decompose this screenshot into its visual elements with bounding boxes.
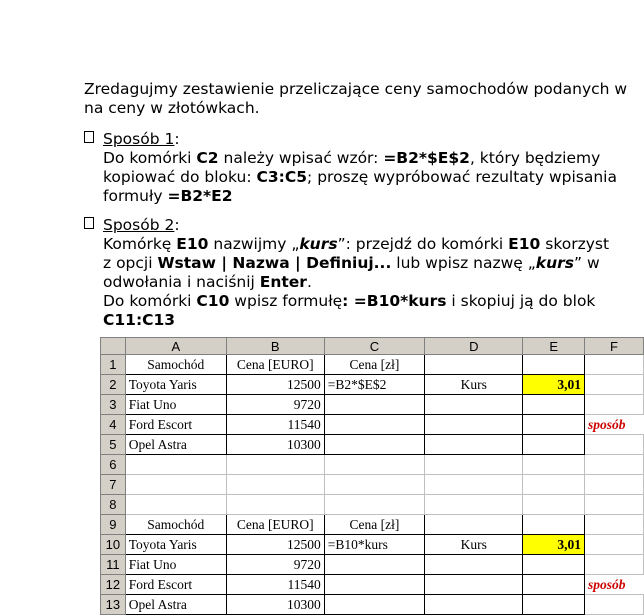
row-header[interactable]: 8 <box>101 495 126 515</box>
method-1-line-3: formuły =B2*E2 <box>103 187 233 205</box>
cell-e[interactable] <box>523 515 585 535</box>
table-row <box>101 495 644 515</box>
table-row <box>101 355 644 375</box>
cell-b[interactable]: Cena [EURO] <box>226 515 324 535</box>
cell-b[interactable]: 9720 <box>226 555 324 575</box>
spreadsheet-grid <box>100 337 644 615</box>
cell-e[interactable] <box>523 595 585 615</box>
cell-d[interactable] <box>425 435 523 455</box>
column-header-b[interactable]: B <box>226 338 324 355</box>
cell-a[interactable] <box>125 455 226 475</box>
table-row <box>101 435 644 455</box>
cell-d[interactable] <box>425 575 523 595</box>
row-header[interactable]: 10 <box>101 535 126 555</box>
method-2-heading: Sposób 2: <box>103 216 180 234</box>
cell-a[interactable]: Opel Astra <box>125 435 226 455</box>
column-header-f[interactable]: F <box>585 338 644 355</box>
cell-d[interactable]: Kurs <box>425 535 523 555</box>
cell-f[interactable]: sposób <box>588 416 626 432</box>
cell-e[interactable] <box>523 415 585 435</box>
cell-f[interactable] <box>585 355 644 375</box>
cell-e[interactable] <box>523 455 585 475</box>
cell-a[interactable]: Fiat Uno <box>125 395 226 415</box>
cell-a[interactable]: Samochód <box>125 355 226 375</box>
cell-b[interactable] <box>226 475 324 495</box>
row-header[interactable]: 6 <box>101 455 126 475</box>
cell-e[interactable] <box>523 355 585 375</box>
cell-a[interactable]: Fiat Uno <box>125 555 226 575</box>
select-all-corner[interactable] <box>101 338 126 355</box>
table-row <box>101 395 644 415</box>
cell-d[interactable] <box>425 475 523 495</box>
cell-b[interactable]: 12500 <box>226 375 324 395</box>
cell-a[interactable]: Toyota Yaris <box>125 375 226 395</box>
method-1-line-1: Do komórki C2 należy wpisać wzór: =B2*$E$2, który będziemy <box>103 149 601 167</box>
cell-c[interactable]: =B10*kurs <box>324 535 425 555</box>
cell-e[interactable]: 3,01 <box>523 535 585 555</box>
cell-c[interactable] <box>324 395 425 415</box>
column-header-c[interactable]: C <box>324 338 425 355</box>
cell-e[interactable] <box>523 495 585 515</box>
cell-e[interactable] <box>523 395 585 415</box>
cell-f[interactable] <box>585 435 644 455</box>
checkbox-bullet-icon <box>84 131 94 143</box>
cell-c[interactable] <box>324 455 425 475</box>
table-row <box>101 375 644 395</box>
cell-c[interactable] <box>324 555 425 575</box>
cell-d[interactable] <box>425 495 523 515</box>
cell-d[interactable] <box>425 555 523 575</box>
method-2-line-4: Do komórki C10 wpisz formułę: =B10*kurs i skopiuj ją do blok <box>103 292 596 310</box>
column-header-e[interactable]: E <box>523 338 585 355</box>
cell-f[interactable] <box>585 555 644 575</box>
cell-e[interactable] <box>523 475 585 495</box>
cell-a[interactable] <box>125 475 226 495</box>
cell-a[interactable]: Toyota Yaris <box>125 535 226 555</box>
cell-c[interactable] <box>324 435 425 455</box>
cell-c[interactable] <box>324 495 425 515</box>
cell-a[interactable]: Ford Escort <box>125 575 226 595</box>
column-header-row <box>101 338 644 355</box>
column-header-d[interactable]: D <box>425 338 523 355</box>
cell-a[interactable] <box>125 495 226 515</box>
row-header[interactable]: 2 <box>101 375 126 395</box>
cell-c[interactable] <box>324 575 425 595</box>
cell-f[interactable] <box>585 395 644 415</box>
cell-e[interactable] <box>523 575 585 595</box>
table-row <box>101 475 644 495</box>
table-row <box>101 535 644 555</box>
cell-c[interactable] <box>324 595 425 615</box>
row-header[interactable]: 13 <box>101 595 126 615</box>
cell-d[interactable] <box>425 355 523 375</box>
intro-line-2: na ceny w złotówkach. <box>84 99 260 117</box>
row-header[interactable]: 7 <box>101 475 126 495</box>
cell-f[interactable] <box>585 595 644 615</box>
cell-f[interactable] <box>585 455 644 475</box>
cell-d[interactable]: Kurs <box>425 375 523 395</box>
column-header-a[interactable]: A <box>125 338 226 355</box>
cell-f[interactable]: sposób <box>588 576 626 592</box>
cell-f[interactable] <box>585 495 644 515</box>
row-header[interactable]: 11 <box>101 555 126 575</box>
cell-f[interactable] <box>585 475 644 495</box>
cell-e[interactable]: 3,01 <box>523 375 585 395</box>
table-row <box>101 455 644 475</box>
method-1-line-2: kopiować do bloku: C3:C5; proszę wypróbować rezultaty wpisania <box>103 168 617 186</box>
cell-b[interactable] <box>226 455 324 475</box>
cell-b[interactable]: 10300 <box>226 435 324 455</box>
cell-b[interactable]: 11540 <box>226 575 324 595</box>
cell-c[interactable]: =B2*$E$2 <box>324 375 425 395</box>
cell-d[interactable] <box>425 415 523 435</box>
cell-b[interactable] <box>226 495 324 515</box>
cell-d[interactable] <box>425 515 523 535</box>
cell-f[interactable] <box>585 535 644 555</box>
cell-c[interactable] <box>324 475 425 495</box>
table-row <box>101 575 644 595</box>
cell-d[interactable] <box>425 455 523 475</box>
cell-f[interactable] <box>585 515 644 535</box>
cell-a[interactable]: Ford Escort <box>125 415 226 435</box>
table-row <box>101 515 644 535</box>
intro-line-1: Zredagujmy zestawienie przeliczające ceny samochodów podanych w <box>84 80 628 98</box>
method-2-line-1: Komórkę E10 nazwijmy „kurs”: przejdź do komórki E10 skorzyst <box>103 235 610 253</box>
method-2 <box>84 216 644 330</box>
method-2-line-3: odwołania i naciśnij Enter. <box>103 273 312 291</box>
method-2-line-5: C11:C13 <box>103 311 176 329</box>
method-2-line-2: z opcji Wstaw | Nazwa | Definiuj... lub wpisz nazwę „kurs” w <box>103 254 600 272</box>
cell-b[interactable]: 9720 <box>226 395 324 415</box>
cell-a[interactable]: Opel Astra <box>125 595 226 615</box>
table-row <box>101 595 644 615</box>
method-1-heading: Sposób 1: <box>103 130 180 148</box>
cell-c[interactable]: Cena [zł] <box>324 355 425 375</box>
cell-d[interactable] <box>425 395 523 415</box>
cell-f[interactable] <box>585 375 644 395</box>
method-1 <box>84 130 644 206</box>
cell-e[interactable] <box>523 435 585 455</box>
cell-b[interactable]: Cena [EURO] <box>226 355 324 375</box>
cell-d[interactable] <box>425 595 523 615</box>
checkbox-bullet-icon <box>84 217 94 229</box>
row-header[interactable]: 3 <box>101 395 126 415</box>
document-text <box>84 80 644 340</box>
row-header[interactable]: 5 <box>101 435 126 455</box>
table-row <box>101 555 644 575</box>
row-header[interactable]: 4 <box>101 415 126 435</box>
cell-c[interactable] <box>324 415 425 435</box>
row-header[interactable]: 1 <box>101 355 126 375</box>
table-row <box>101 415 644 435</box>
cell-e[interactable] <box>523 555 585 575</box>
row-header[interactable]: 9 <box>101 515 126 535</box>
spreadsheet <box>100 337 644 615</box>
cell-b[interactable]: 10300 <box>226 595 324 615</box>
cell-c[interactable]: Cena [zł] <box>324 515 425 535</box>
cell-a[interactable]: Samochód <box>125 515 226 535</box>
cell-b[interactable]: 11540 <box>226 415 324 435</box>
cell-b[interactable]: 12500 <box>226 535 324 555</box>
row-header[interactable]: 12 <box>101 575 126 595</box>
